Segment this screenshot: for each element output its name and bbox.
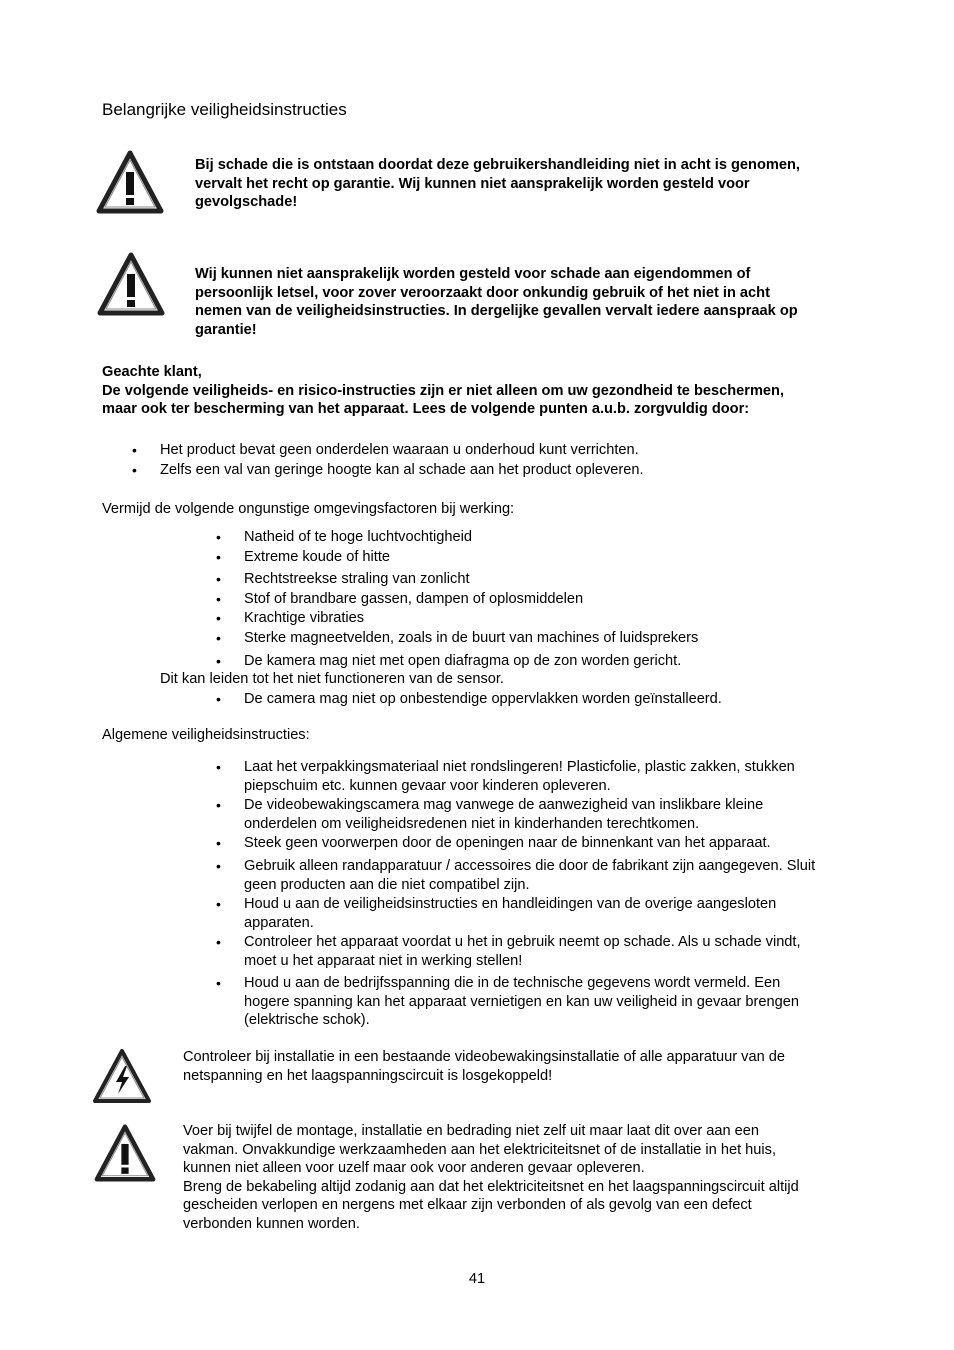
warning-triangle-icon bbox=[94, 1124, 156, 1182]
list-item: • Rechtstreekse straling van zonlicht bbox=[216, 571, 470, 587]
list-item: • Houd u aan de bedrijfsspanning die in de technische gegevens wordt vermeld. Een hogere spanning kan het apparaat vernietigen en kan uw veiligheid in gevaar brengen (elektrische schok). bbox=[216, 975, 799, 1028]
list-item: • Krachtige vibraties bbox=[216, 610, 365, 626]
list-item: • De camera mag niet op onbestendige oppervlakken worden geïnstalleerd. bbox=[216, 691, 722, 707]
electric-hazard-icon bbox=[92, 1048, 152, 1104]
warning-warranty-text: Bij schade die is ontstaan doordat deze gebruikershandleiding niet in acht is genomen, vervalt het recht op garantie. Wij kunnen niet aansprakelijk worden gesteld voor gevolgschade! bbox=[195, 157, 800, 210]
list-item: • Sterke magneetvelden, zoals in de buurt van machines of luidsprekers bbox=[216, 630, 699, 646]
list-item: • Natheid of te hoge luchtvochtigheid bbox=[216, 529, 472, 545]
general-heading: Algemene veiligheidsinstructies: bbox=[102, 727, 310, 743]
list-item: • De videobewakingscamera mag vanwege de aanwezigheid van inslikbare kleine onderdelen om veiligheidsredenen niet in kinderhanden terechtkomen. bbox=[216, 797, 764, 832]
list-item: • De kamera mag niet met open diafragma op de zon worden gericht. bbox=[216, 653, 682, 669]
page-title: Belangrijke veiligheidsinstructies bbox=[102, 100, 347, 119]
expert-note: Voer bij twijfel de montage, installatie en bedrading niet zelf uit maar laat dit over aan een vakman. Onvakkundige werkzaamheden aan het elektriciteitsnet of de installatie in het huis, kunnen niet alleen voor uzelf maar ook voor anderen gevaar opleveren. Breng de bekabeling altijd zodanig aan dat het elektriciteitsnet en het laagspanningscircuit altijd gescheiden verlopen en nergens met elkaar zijn verbonden of als gevolg van een defect verbonden kunnen worden. bbox=[183, 1123, 799, 1232]
list-item: • Laat het verpakkingsmateriaal niet rondslingeren! Plasticfolie, plastic zakken, stukken piepschuim etc. kunnen gevaar voor kinderen opleveren. bbox=[216, 759, 795, 794]
electric-note: Controleer bij installatie in een bestaande videobewakingsinstallatie of alle apparatuur van de netspanning en het laagspanningscircuit is losgekoppeld! bbox=[183, 1049, 785, 1084]
list-item: • Extreme koude of hitte bbox=[216, 549, 391, 565]
list-item: • Steek geen voorwerpen door de openingen naar de binnenkant van het apparaat. bbox=[216, 835, 771, 851]
list-item: • Het product bevat geen onderdelen waaraan u onderhoud kunt verrichten. bbox=[132, 442, 639, 458]
list-item: • Controleer het apparaat voordat u het in gebruik neemt op schade. Als u schade vindt, moet u het apparaat niet in werking stellen! bbox=[216, 934, 801, 969]
page-number: 41 bbox=[468, 1271, 486, 1287]
warning-triangle-icon bbox=[96, 150, 164, 214]
list-item: • Zelfs een val van geringe hoogte kan al schade aan het product opleveren. bbox=[132, 462, 644, 478]
list-item: • Gebruik alleen randapparatuur / accessoires die door de fabrikant zijn aangegeven. Sluit geen producten aan die niet compatibel zijn. bbox=[216, 858, 816, 893]
sensor-note: Dit kan leiden tot het niet functioneren van de sensor. bbox=[160, 671, 504, 687]
intro-text: Geachte klant, De volgende veiligheids- en risico-instructies zijn er niet alleen om uw gezondheid te beschermen, maar ook ter bescherming van het apparaat. Lees de volgende punten a.u.b. zorgvuldig door: bbox=[102, 364, 785, 417]
list-item: • Houd u aan de veiligheidsinstructies en handleidingen van de overige aangesloten apparaten. bbox=[216, 896, 777, 931]
environment-heading: Vermijd de volgende ongunstige omgevingsfactoren bij werking: bbox=[102, 501, 515, 517]
list-item: • Stof of brandbare gassen, dampen of oplosmiddelen bbox=[216, 591, 584, 607]
warning-triangle-icon bbox=[96, 252, 166, 316]
warning-liability-text: Wij kunnen niet aansprakelijk worden gesteld voor schade aan eigendommen of persoonlijk letsel, voor zover veroorzaakt door onkundig gebruik of het niet in acht nemen van de veiligheidsinstructies. In dergelijke gevallen vervalt iedere aanspraak op garantie! bbox=[195, 266, 798, 338]
